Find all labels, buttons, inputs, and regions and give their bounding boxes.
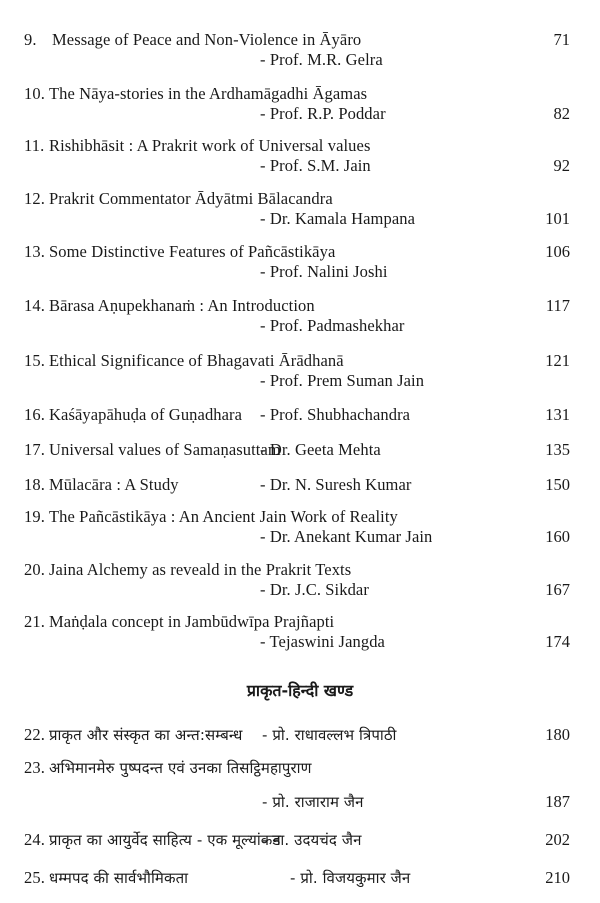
toc-entry: [0, 84, 600, 104]
entry-page-number: 187: [545, 792, 570, 811]
entry-number: 13.: [24, 242, 45, 261]
entry-number: 22.: [24, 725, 45, 744]
entry-number: 10.: [24, 84, 45, 103]
entry-title: प्राकृत का आयुर्वेद साहित्य - एक मूल्यांकन: [49, 831, 281, 849]
section-heading-prakrit-hindi: प्राकृत-हिन्दी खण्ड: [246, 681, 354, 700]
entry-title: Kaśāyapāhuḍa of Guṇadhara: [49, 405, 243, 424]
toc-entry-author-line: [0, 104, 600, 124]
entry-author: - Tejaswini Jangda: [260, 632, 385, 651]
toc-entry: [0, 560, 600, 580]
entry-author: - Prof. S.M. Jain: [260, 156, 371, 175]
entry-number: 14.: [24, 296, 45, 315]
entry-page-number: 92: [553, 156, 570, 175]
entry-title: Jaina Alchemy as reveald in the Prakrit Texts: [49, 560, 352, 579]
entry-number: 9.: [24, 30, 37, 49]
entry-title: The Pañcāstikāya : An Ancient Jain Work of Reality: [49, 507, 398, 526]
toc-entry: [0, 475, 600, 495]
entry-author: - Dr. Geeta Mehta: [260, 440, 381, 459]
entry-author: - Dr. Kamala Hampana: [260, 209, 416, 228]
entry-page-number: 167: [545, 580, 570, 599]
entry-number: 15.: [24, 351, 45, 370]
entry-number: 19.: [24, 507, 45, 526]
entry-title: Message of Peace and Non-Violence in Āyāro: [52, 30, 362, 49]
entry-title: Ethical Significance of Bhagavati Ārādhanā: [49, 351, 344, 370]
entry-number: 17.: [24, 440, 45, 459]
toc-entry: [0, 136, 600, 156]
toc-entry-author-line: [0, 580, 600, 600]
entry-author: - Prof. M.R. Gelra: [260, 50, 383, 69]
entry-number: 21.: [24, 612, 45, 631]
toc-entry: [0, 242, 600, 262]
entry-title: Prakrit Commentator Ādyātmi Bālacandra: [49, 189, 333, 208]
toc-entry: [0, 440, 600, 460]
toc-entry: [0, 758, 600, 778]
entry-title: प्राकृत और संस्कृत का अन्त:सम्बन्ध: [49, 726, 243, 744]
toc-entry: [0, 612, 600, 632]
entry-title: Maṅḍala concept in Jambūdwīpa Prajñapti: [49, 612, 335, 631]
toc-entry-author-line: [0, 371, 600, 391]
entry-title: Some Distinctive Features of Pañcāstikāya: [49, 242, 336, 261]
entry-title: Bārasa Aṇupekhanaṁ : An Introduction: [49, 296, 315, 315]
entry-author: - डा. उदयचंद जैन: [262, 831, 362, 849]
toc-entry-author-line: [0, 50, 600, 70]
entry-title: Rishibhāsit : A Prakrit work of Universal values: [49, 136, 371, 155]
entry-title: The Nāya-stories in the Ardhamāgadhi Āgamas: [49, 84, 368, 103]
entry-page-number: 101: [545, 209, 570, 228]
entry-title: धम्मपद की सार्वभौमिकता: [49, 869, 189, 887]
toc-entry: [0, 296, 600, 316]
toc-entry-author-line: [0, 209, 600, 229]
entry-page-number: 82: [553, 104, 570, 123]
toc-entry: [0, 507, 600, 527]
toc-entry: [0, 30, 600, 50]
entry-page-number: 71: [553, 30, 570, 49]
entry-author: - Dr. Anekant Kumar Jain: [260, 527, 433, 546]
entry-author: - Dr. J.C. Sikdar: [260, 580, 369, 599]
entry-page-number: 117: [545, 296, 570, 315]
toc-entry-author-line: [0, 632, 600, 652]
entry-page-number: 121: [545, 351, 570, 370]
entry-number: 25.: [24, 868, 45, 887]
entry-number: 11.: [24, 136, 45, 155]
entry-author: - प्रो. विजयकुमार जैन: [290, 869, 411, 887]
entry-number: 24.: [24, 830, 45, 849]
entry-number: 16.: [24, 405, 45, 424]
entry-title: Universal values of Samaṇasuttam: [49, 440, 281, 459]
entry-page-number: 210: [545, 868, 570, 887]
entry-page-number: 106: [545, 242, 570, 261]
toc-entry-author-line: [0, 262, 600, 282]
entry-page-number: 131: [545, 405, 570, 424]
entry-title: अभिमानमेरु पुष्पदन्त एवं उनका तिसट्ठिमहापुराण: [49, 759, 312, 777]
entry-number: 18.: [24, 475, 45, 494]
toc-entry: [0, 351, 600, 371]
toc-entry-author-line: [0, 316, 600, 336]
entry-page-number: 174: [545, 632, 570, 651]
toc-entry: [0, 189, 600, 209]
entry-author: - Prof. Padmashekhar: [260, 316, 405, 335]
entry-number: 20.: [24, 560, 45, 579]
entry-page-number: 160: [545, 527, 570, 546]
entry-page-number: 135: [545, 440, 570, 459]
entry-author: - Prof. Prem Suman Jain: [260, 371, 425, 390]
entry-author: - प्रो. राधावल्लभ त्रिपाठी: [262, 726, 397, 744]
entry-page-number: 202: [545, 830, 570, 849]
toc-entry-author-line: [0, 792, 600, 812]
toc-entry: [0, 405, 600, 425]
entry-number: 12.: [24, 189, 45, 208]
entry-author: - प्रो. राजाराम जैन: [262, 793, 364, 811]
toc-entry-author-line: [0, 527, 600, 547]
toc-entry-author-line: [0, 156, 600, 176]
toc-entry: [0, 725, 600, 745]
entry-page-number: 150: [545, 475, 570, 494]
entry-author: - Prof. R.P. Poddar: [260, 104, 386, 123]
entry-title: Mūlacāra : A Study: [49, 475, 179, 494]
toc-entry: [0, 868, 600, 888]
entry-author: - Dr. N. Suresh Kumar: [260, 475, 412, 494]
entry-author: - Prof. Shubhachandra: [260, 405, 411, 424]
toc-entry: [0, 830, 600, 850]
entry-page-number: 180: [545, 725, 570, 744]
entry-number: 23.: [24, 758, 45, 777]
entry-author: - Prof. Nalini Joshi: [260, 262, 388, 281]
